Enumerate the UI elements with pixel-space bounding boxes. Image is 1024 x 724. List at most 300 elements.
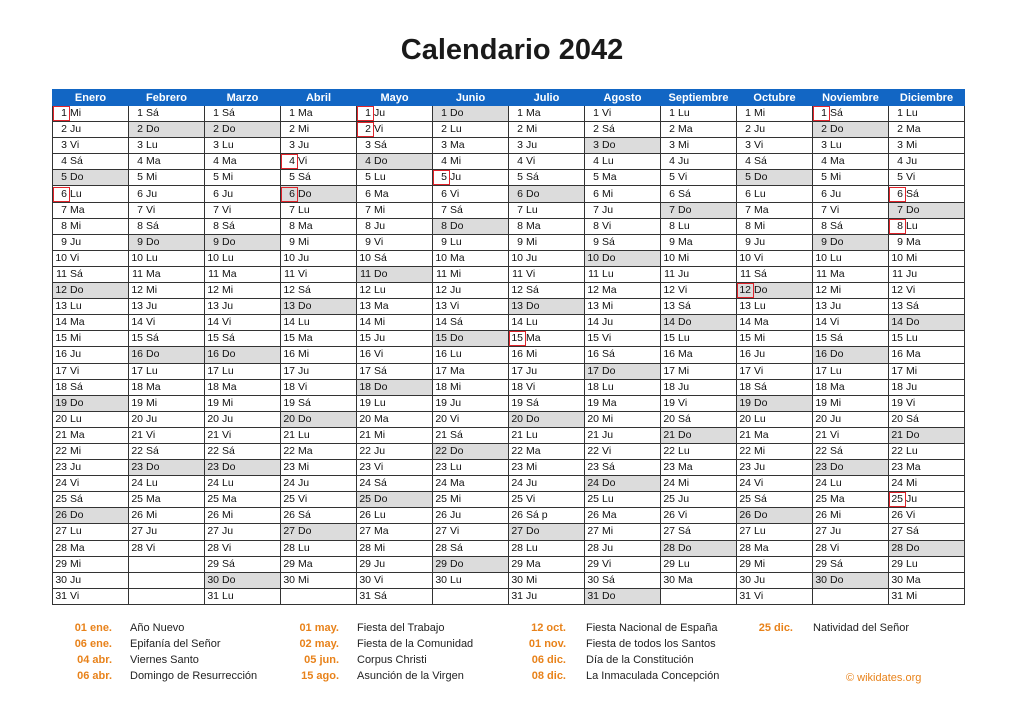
weekday-label: Ju [526,364,538,377]
day-cell [433,443,509,459]
weekday-label: Sá [602,123,615,136]
day-number: 21 [587,428,599,441]
day-cell [509,492,585,508]
credit-link[interactable]: © wikidates.org [846,672,922,684]
weekday-label: Ju [374,332,386,345]
day-number: 21 [891,428,903,441]
weekday-label: Do [906,316,920,329]
table-row [53,379,965,395]
day-number: 18 [55,380,67,393]
weekday-label: Vi [830,203,840,216]
weekday-label: Sá [222,445,235,458]
day-number: 18 [891,380,903,393]
day-number: 30 [207,573,219,586]
day-cell [737,170,813,186]
day-cell [661,443,737,459]
day-cell [53,138,129,154]
weekday-label: Ju [830,525,842,538]
day-number: 4 [669,155,675,168]
month-header: Junio [433,90,509,106]
day-number: 29 [511,557,523,570]
day-number: 16 [359,348,371,361]
weekday-label: Ma [678,461,693,474]
day-number: 1 [897,107,903,120]
weekday-label: Mi [298,461,310,474]
weekday-label: Ju [374,445,386,458]
day-number: 17 [283,364,295,377]
day-number: 27 [207,525,219,538]
day-number: 21 [359,428,371,441]
weekday-label: Ma [754,428,769,441]
day-number: 25 [207,493,219,506]
day-cell [889,106,965,122]
month-header-row [53,90,965,106]
day-cell [661,138,737,154]
weekday-label: Sá [602,348,615,361]
weekday-label: Ma [678,573,693,586]
day-cell [813,218,889,234]
day-number: 2 [517,123,523,136]
weekday-label: Lu [906,107,918,120]
holiday-name: Epifanía del Señor [130,638,221,650]
table-row [53,588,965,604]
weekday-label: Do [298,300,312,313]
weekday-label: Do [222,461,236,474]
weekday-label: Ma [906,235,921,248]
day-cell [129,170,205,186]
day-number: 16 [435,348,447,361]
day-cell [661,347,737,363]
day-cell [737,299,813,315]
day-number: 29 [739,557,751,570]
day-cell [661,524,737,540]
day-number: 2 [821,123,827,136]
day-cell [205,508,281,524]
day-cell [737,266,813,282]
day-number: 28 [891,541,903,554]
weekday-label: Vi [450,300,460,313]
day-number: 8 [365,219,371,232]
weekday-label: Sá [374,589,387,602]
day-cell [585,122,661,138]
weekday-label: Vi [298,493,308,506]
holiday-name: Domingo de Resurrección [130,670,258,682]
weekday-label: Ma [830,267,845,280]
weekday-label: Sá [678,300,691,313]
weekday-label: Vi [906,284,916,297]
day-cell [53,347,129,363]
day-cell [737,460,813,476]
table-row [53,106,965,122]
day-number: 24 [207,477,219,490]
day-number: 1 [137,107,143,120]
holiday-date: 06 ene. [74,638,112,650]
day-cell [585,556,661,572]
day-cell [813,283,889,299]
day-number: 20 [511,412,523,425]
weekday-label: Sá [830,557,843,570]
day-cell [433,315,509,331]
weekday-label: Do [298,525,312,538]
weekday-label: Sá [602,235,615,248]
day-cell [509,106,585,122]
day-cell [281,411,357,427]
weekday-label: Ma [526,445,541,458]
day-cell [433,138,509,154]
weekday-label: Ju [906,380,918,393]
weekday-label: Lu [526,541,538,554]
table-row [53,331,965,347]
day-number: 20 [435,412,447,425]
day-cell [129,331,205,347]
day-cell [53,106,129,122]
weekday-label: Do [222,573,236,586]
table-row [53,250,965,266]
day-cell [281,508,357,524]
day-number: 17 [359,364,371,377]
day-number: 16 [131,348,143,361]
weekday-label: Ju [526,139,538,152]
day-cell [737,331,813,347]
day-number: 4 [897,155,903,168]
day-number: 11 [132,267,143,280]
day-cell [53,476,129,492]
day-cell [281,524,357,540]
day-cell [357,331,433,347]
weekday-label: Lu [450,348,462,361]
day-number: 27 [283,525,295,538]
weekday-label: Mi [70,107,82,120]
weekday-label: Lu [754,412,766,425]
weekday-label: Do [906,203,920,216]
day-cell [53,122,129,138]
weekday-label: Do [70,171,84,184]
day-number: 23 [283,461,295,474]
weekday-label: Mi [754,219,766,232]
day-number: 12 [359,284,371,297]
day-cell [53,460,129,476]
day-number: 29 [815,557,827,570]
day-cell [661,540,737,556]
day-number: 24 [359,477,371,490]
day-number: 27 [663,525,675,538]
day-cell [281,283,357,299]
table-row [53,154,965,170]
day-cell [53,299,129,315]
day-number: 16 [739,348,751,361]
weekday-label: Ju [374,219,386,232]
weekday-label: Vi [602,332,612,345]
day-number: 22 [815,445,827,458]
day-number: 1 [593,107,599,120]
day-cell [661,170,737,186]
weekday-label: Vi [602,445,612,458]
day-cell [433,347,509,363]
day-cell [585,331,661,347]
weekday-label: Ma [70,316,85,329]
day-cell [661,395,737,411]
day-number: 23 [55,461,67,474]
day-number: 5 [365,171,371,184]
day-number: 22 [207,445,219,458]
day-number: 12 [131,284,143,297]
day-number: 10 [283,251,295,264]
weekday-label: Ma [906,573,921,586]
day-number: 7 [897,203,903,216]
day-number: 19 [55,396,67,409]
day-cell [129,122,205,138]
day-cell [281,250,357,266]
day-cell [661,154,737,170]
weekday-label: Do [678,428,692,441]
weekday-label: Vi [70,251,80,264]
weekday-label: Sá [70,493,83,506]
day-number: 10 [55,251,67,264]
day-cell [585,250,661,266]
weekday-label: Ju [450,396,462,409]
day-number: 21 [131,428,143,441]
day-number: 22 [55,445,67,458]
day-cell [129,250,205,266]
day-number: 24 [55,477,67,490]
weekday-label: Ma [146,267,161,280]
day-cell [433,218,509,234]
weekday-label: Sá [450,428,463,441]
day-number: 10 [131,251,143,264]
day-cell [205,556,281,572]
weekday-label: Do [526,187,540,200]
day-number: 2 [745,123,751,136]
day-number: 15 [815,332,827,345]
weekday-label: Ju [146,300,158,313]
day-number: 17 [739,364,751,377]
day-cell [357,427,433,443]
day-number: 30 [511,573,523,586]
day-number: 20 [131,412,143,425]
weekday-label: Do [146,461,160,474]
weekday-label: Vi [830,541,840,554]
day-cell [129,106,205,122]
day-cell [737,363,813,379]
weekday-label: Ma [526,107,541,120]
day-number: 29 [891,557,903,570]
day-cell [129,427,205,443]
weekday-label: Sá [906,525,919,538]
day-number: 26 [283,509,295,522]
day-number: 8 [137,219,143,232]
day-cell [813,443,889,459]
weekday-label: Do [602,477,616,490]
day-cell [889,218,965,234]
day-cell [433,283,509,299]
day-cell [813,299,889,315]
day-cell [357,379,433,395]
weekday-label: Ma [602,284,617,297]
day-number: 23 [511,461,523,474]
day-cell [205,283,281,299]
weekday-label: Mi [450,267,462,280]
table-row [53,460,965,476]
table-row [53,476,965,492]
day-cell [813,395,889,411]
day-number: 27 [891,525,903,538]
day-number: 2 [669,123,675,136]
weekday-label: Ma [678,235,693,248]
weekday-label: Ma [754,203,769,216]
day-number: 14 [207,316,219,329]
weekday-label: Mi [374,428,386,441]
day-cell [661,572,737,588]
day-number: 19 [207,396,219,409]
day-cell [129,138,205,154]
day-number: 30 [587,573,599,586]
day-cell [281,315,357,331]
day-number: 4 [137,155,143,168]
day-cell [281,363,357,379]
weekday-label: Lu [222,477,234,490]
day-cell [433,411,509,427]
weekday-label: Mi [298,235,310,248]
weekday-label: Lu [450,123,462,136]
day-cell [813,250,889,266]
day-cell [509,186,585,202]
day-cell [357,266,433,282]
day-cell [737,524,813,540]
day-cell [433,460,509,476]
day-cell [661,218,737,234]
day-cell [129,524,205,540]
weekday-label: Lu [374,171,386,184]
day-cell [53,154,129,170]
day-cell [281,331,357,347]
day-cell [129,299,205,315]
weekday-label: Mi [526,348,538,361]
day-cell [585,492,661,508]
day-number: 20 [815,412,827,425]
weekday-label: Lu [450,573,462,586]
day-number: 14 [663,316,675,329]
day-number: 22 [891,445,903,458]
day-cell [509,379,585,395]
day-cell [813,202,889,218]
day-number: 16 [891,348,903,361]
weekday-label: Mi [906,251,918,264]
day-number: 3 [137,139,143,152]
day-cell [357,315,433,331]
weekday-label: Mi [754,332,766,345]
day-cell [889,556,965,572]
weekday-label: Vi [678,171,688,184]
weekday-label: Do [906,428,920,441]
day-cell [357,556,433,572]
day-cell [889,427,965,443]
weekday-label: Ju [830,187,842,200]
day-number: 9 [61,235,67,248]
day-number: 20 [55,412,67,425]
day-number: 30 [359,573,371,586]
day-number: 20 [739,412,751,425]
day-cell [889,170,965,186]
weekday-label: Ma [906,461,921,474]
day-number: 25 [55,493,67,506]
day-cell [129,347,205,363]
weekday-label: Ma [222,155,237,168]
weekday-label: Ma [602,396,617,409]
day-cell [661,588,737,604]
weekday-label: Ma [374,525,389,538]
day-number: 27 [511,525,523,538]
day-cell [281,234,357,250]
day-cell [205,106,281,122]
day-cell [433,524,509,540]
day-cell [205,218,281,234]
day-number: 21 [663,428,675,441]
weekday-label: Lu [602,267,614,280]
weekday-label: Ma [450,251,465,264]
weekday-label: Mi [222,284,234,297]
day-cell [281,154,357,170]
day-cell [737,492,813,508]
day-cell [357,395,433,411]
day-number: 26 [207,509,219,522]
month-header: Febrero [129,90,205,106]
day-cell [585,427,661,443]
day-number: 19 [435,396,447,409]
day-cell [509,315,585,331]
day-number: 14 [435,316,447,329]
day-number: 17 [815,364,827,377]
day-number: 9 [669,235,675,248]
day-number: 6 [137,187,143,200]
day-cell [661,266,737,282]
weekday-label: Lu [222,251,234,264]
holiday-date: 15 ago. [301,670,339,682]
weekday-label: Sá [830,332,843,345]
weekday-label: Vi [754,251,764,264]
weekday-label: Lu [906,557,918,570]
weekday-label: Vi [754,139,764,152]
weekday-label: Do [70,284,84,297]
day-number: 7 [517,203,523,216]
day-number: 31 [511,589,523,602]
day-cell [737,347,813,363]
weekday-label: Vi [526,155,536,168]
day-cell [281,540,357,556]
day-number: 28 [435,541,447,554]
weekday-label: Ju [298,251,310,264]
weekday-label: Lu [70,300,82,313]
weekday-label: Ma [754,316,769,329]
day-number: 22 [587,445,599,458]
weekday-label: Do [526,412,540,425]
day-number: 15 [283,332,295,345]
weekday-label: Vi [526,267,536,280]
day-cell [357,299,433,315]
day-number: 31 [55,589,67,602]
day-cell [129,218,205,234]
day-cell [281,476,357,492]
weekday-label: Ma [70,541,85,554]
day-number: 19 [815,396,827,409]
weekday-label: Lu [830,364,842,377]
day-cell [433,492,509,508]
weekday-label: Lu [602,380,614,393]
day-number: 10 [511,251,523,264]
weekday-label: Lu [754,525,766,538]
month-header: Marzo [205,90,281,106]
weekday-label: Sá [754,267,767,280]
day-cell [129,315,205,331]
